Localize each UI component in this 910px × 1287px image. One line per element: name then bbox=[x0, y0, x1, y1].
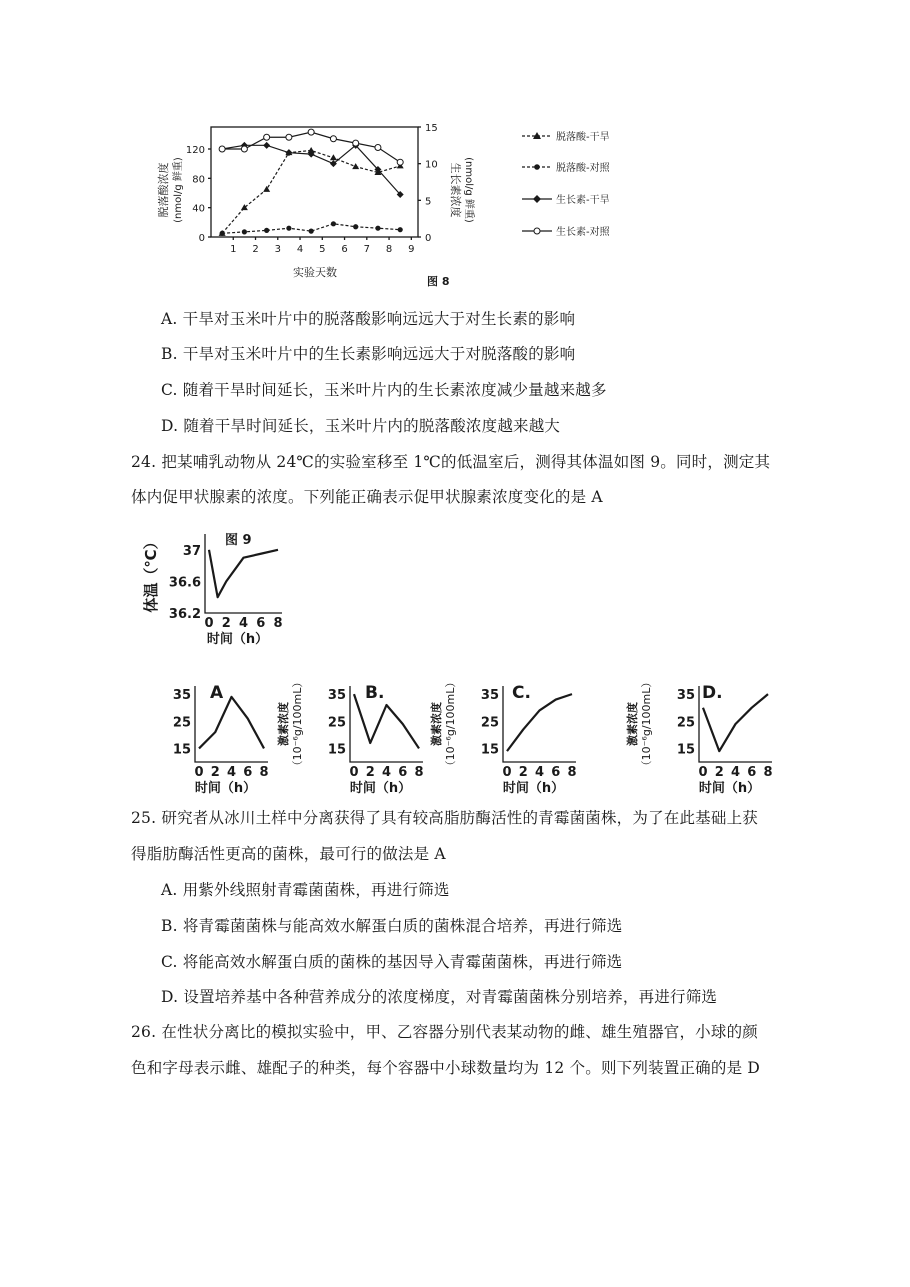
q24-stem-line2: 体内促甲状腺素的浓度。下列能正确表示促甲状腺素浓度变化的是 A bbox=[131, 488, 603, 506]
fig8-ylabel-right-unit: (nmol/g 鲜重) bbox=[463, 157, 474, 223]
y-tick-label: 15 bbox=[676, 742, 695, 758]
x-axis-label: 时间（h） bbox=[698, 781, 761, 796]
x-tick-label: 2 bbox=[210, 765, 220, 780]
x-tick-label: 8 bbox=[414, 765, 424, 780]
fig8-label: 图 8 bbox=[427, 275, 450, 288]
series-line-0 bbox=[222, 150, 400, 233]
chart-title: A bbox=[210, 683, 224, 703]
y-tick-label: 15 bbox=[172, 742, 191, 758]
legend-label: 脱落酸-干旱 bbox=[556, 132, 610, 143]
x-tick-label: 7 bbox=[363, 244, 370, 255]
option-c-chart bbox=[430, 668, 606, 796]
x-tick-label: 8 bbox=[273, 616, 283, 631]
legend-item-iaa-drought bbox=[522, 193, 610, 206]
y-tick-label: 37 bbox=[182, 543, 201, 559]
data-point bbox=[242, 229, 247, 234]
x-axis-label: 时间（h） bbox=[206, 632, 269, 647]
q25-option-d: D. 设置培养基中各种营养成分的浓度梯度，对青霉菌菌株分别培养，再进行筛选 bbox=[161, 988, 718, 1006]
data-point bbox=[220, 231, 225, 236]
x-tick-label: 8 bbox=[259, 765, 269, 780]
axis-lines bbox=[350, 686, 423, 762]
y-left-tick-label: 0 bbox=[198, 233, 205, 244]
y-tick-label: 35 bbox=[676, 688, 695, 704]
x-tick-label: 6 bbox=[747, 765, 757, 780]
data-point bbox=[264, 134, 270, 140]
x-axis-label: 时间（h） bbox=[349, 781, 412, 796]
data-point bbox=[331, 221, 336, 226]
chart-title: D. bbox=[702, 683, 723, 703]
data-point bbox=[398, 227, 403, 232]
data-point bbox=[397, 159, 403, 165]
x-tick-label: 2 bbox=[365, 765, 375, 780]
chart-title: 图 9 bbox=[225, 533, 252, 548]
x-tick-label: 2 bbox=[221, 616, 231, 631]
fig8-ylabel-right: 生长素浓度 bbox=[449, 162, 462, 218]
x-tick-label: 0 bbox=[698, 765, 708, 780]
x-tick-label: 0 bbox=[194, 765, 204, 780]
legend-label: 生长素-对照 bbox=[556, 227, 610, 238]
y-axis-unit: （10⁻⁶g/100mL） bbox=[291, 676, 304, 772]
data-point bbox=[353, 140, 359, 146]
open-circle-marker-icon bbox=[534, 228, 540, 234]
series-line bbox=[354, 694, 419, 748]
legend-label: 生长素-干旱 bbox=[556, 195, 610, 206]
legend-item-iaa-control bbox=[522, 225, 611, 238]
x-tick-label: 4 bbox=[296, 244, 304, 255]
y-right-tick-label: 5 bbox=[425, 196, 432, 208]
y-tick-label: 25 bbox=[480, 715, 499, 731]
y-tick-label: 35 bbox=[327, 688, 346, 704]
x-tick-label: 4 bbox=[381, 765, 392, 780]
q24-stem-line1: 24. 把某哺乳动物从 24℃的实验室移至 1℃的低温室后，测得其体温如图 9。同时，测定其 bbox=[131, 453, 771, 471]
data-point bbox=[263, 142, 270, 149]
q23-option-a: A. 干旱对玉米叶片中的脱落酸影响远远大于对生长素的影响 bbox=[161, 310, 576, 328]
x-tick-label: 6 bbox=[341, 244, 348, 255]
x-axis-label: 时间（h） bbox=[502, 781, 565, 796]
y-left-tick-label: 120 bbox=[185, 145, 205, 156]
y-tick-label: 35 bbox=[480, 688, 499, 704]
data-point bbox=[330, 154, 337, 160]
q23-option-d: D. 随着干旱时间延长，玉米叶片内的脱落酸浓度越来越大 bbox=[161, 417, 561, 435]
series-line bbox=[199, 697, 264, 749]
x-tick-label: 8 bbox=[567, 765, 577, 780]
q25-stem-line1: 25. 研究者从冰川土样中分离获得了具有较高脂肪酶活性的青霉菌菌株，为了在此基础上获 bbox=[131, 809, 758, 827]
y-axis-label: 激素浓度 bbox=[277, 702, 290, 746]
x-tick-label: 6 bbox=[243, 765, 253, 780]
q25-stem-line2: 得脂肪酶活性更高的菌株，最可行的做法是 A bbox=[131, 845, 446, 863]
data-point bbox=[263, 186, 270, 192]
q25-option-b: B. 将青霉菌菌株与能高效水解蛋白质的菌株混合培养，再进行筛选 bbox=[161, 917, 623, 935]
legend-item-aba-control bbox=[522, 161, 611, 174]
data-point bbox=[286, 134, 292, 140]
y-tick-label: 36.2 bbox=[168, 607, 201, 622]
x-tick-label: 4 bbox=[730, 765, 741, 780]
plot-frame bbox=[211, 127, 418, 237]
y-left-tick-label: 40 bbox=[192, 203, 205, 215]
x-tick-label: 0 bbox=[204, 616, 214, 631]
x-tick-label: 6 bbox=[398, 765, 408, 780]
y-axis-label: 激素浓度 bbox=[626, 702, 639, 746]
chart-title: B. bbox=[365, 683, 385, 703]
y-right-tick-label: 10 bbox=[425, 159, 438, 171]
y-tick-label: 36.6 bbox=[168, 575, 201, 591]
x-tick-label: 6 bbox=[551, 765, 561, 780]
x-tick-label: 5 bbox=[319, 244, 326, 255]
chart-title: C. bbox=[512, 683, 531, 703]
x-tick-label: 2 bbox=[518, 765, 528, 780]
data-point bbox=[241, 146, 247, 152]
x-tick-label: 8 bbox=[763, 765, 773, 780]
data-point bbox=[264, 228, 269, 233]
series-line bbox=[209, 550, 278, 597]
data-point bbox=[308, 129, 314, 135]
data-point bbox=[309, 229, 314, 234]
data-point bbox=[375, 226, 380, 231]
y-tick-label: 15 bbox=[327, 742, 346, 758]
figure-8 bbox=[150, 115, 650, 295]
x-tick-label: 1 bbox=[230, 244, 237, 255]
data-point bbox=[286, 226, 291, 231]
x-tick-label: 9 bbox=[408, 244, 415, 255]
x-tick-label: 0 bbox=[502, 765, 512, 780]
figure-9 bbox=[130, 520, 300, 645]
y-tick-label: 35 bbox=[172, 688, 191, 704]
y-tick-label: 15 bbox=[480, 742, 499, 758]
x-tick-label: 4 bbox=[238, 616, 249, 631]
option-d-chart bbox=[626, 668, 802, 796]
y-right-tick-label: 0 bbox=[425, 233, 432, 244]
y-tick-label: 25 bbox=[676, 715, 695, 731]
legend-item-aba-drought bbox=[522, 130, 610, 143]
y-axis-unit: （10⁻⁶g/100mL） bbox=[640, 676, 653, 772]
x-tick-label: 2 bbox=[252, 244, 259, 255]
dot-marker-icon bbox=[534, 164, 540, 170]
y-axis-unit: （10⁻⁶g/100mL） bbox=[444, 676, 457, 772]
data-point bbox=[219, 146, 225, 152]
data-point bbox=[375, 145, 381, 151]
x-tick-label: 2 bbox=[714, 765, 724, 780]
x-tick-label: 8 bbox=[385, 244, 393, 255]
legend-label: 脱落酸-对照 bbox=[556, 163, 610, 174]
data-point bbox=[353, 224, 358, 229]
x-tick-label: 3 bbox=[274, 244, 281, 255]
q26-stem-line2: 色和字母表示雌、雄配子的种类，每个容器中小球数量均为 12 个。则下列装置正确的是 D bbox=[131, 1059, 761, 1077]
y-tick-label: 25 bbox=[172, 715, 191, 731]
x-tick-label: 4 bbox=[226, 765, 237, 780]
option-a-chart bbox=[128, 668, 298, 796]
x-tick-label: 0 bbox=[349, 765, 359, 780]
x-tick-label: 4 bbox=[534, 765, 545, 780]
x-tick-label: 6 bbox=[256, 616, 266, 631]
fig8-ylabel-left: 脱落酸浓度 bbox=[157, 162, 170, 218]
y-axis-label: 激素浓度 bbox=[430, 702, 443, 746]
q23-option-c: C. 随着干旱时间延长，玉米叶片内的生长素浓度减少量越来越多 bbox=[161, 381, 607, 399]
y-left-tick-label: 80 bbox=[192, 174, 205, 186]
y-axis-label: 体温（℃） bbox=[142, 534, 160, 613]
fig8-plot-area bbox=[186, 123, 438, 255]
fig8-ylabel-left-unit: (nmol/g 鲜重) bbox=[173, 157, 184, 223]
option-b-chart bbox=[277, 668, 453, 796]
fig8-legend bbox=[522, 130, 611, 238]
y-tick-label: 25 bbox=[327, 715, 346, 731]
fig8-xlabel: 实验天数 bbox=[293, 266, 337, 279]
q23-option-b: B. 干旱对玉米叶片中的生长素影响远远大于对脱落酸的影响 bbox=[161, 345, 576, 363]
q26-stem-line1: 26. 在性状分离比的模拟实验中，甲、乙容器分别代表某动物的雌、雄生殖器官，小球的颜 bbox=[131, 1023, 758, 1041]
data-point bbox=[330, 136, 336, 142]
q25-option-c: C. 将能高效水解蛋白质的菌株的基因导入青霉菌菌株，再进行筛选 bbox=[161, 953, 623, 971]
x-axis-label: 时间（h） bbox=[194, 781, 257, 796]
q25-option-a: A. 用紫外线照射青霉菌菌株，再进行筛选 bbox=[161, 881, 450, 899]
y-right-tick-label: 15 bbox=[425, 123, 438, 134]
diamond-marker-icon bbox=[533, 195, 541, 203]
